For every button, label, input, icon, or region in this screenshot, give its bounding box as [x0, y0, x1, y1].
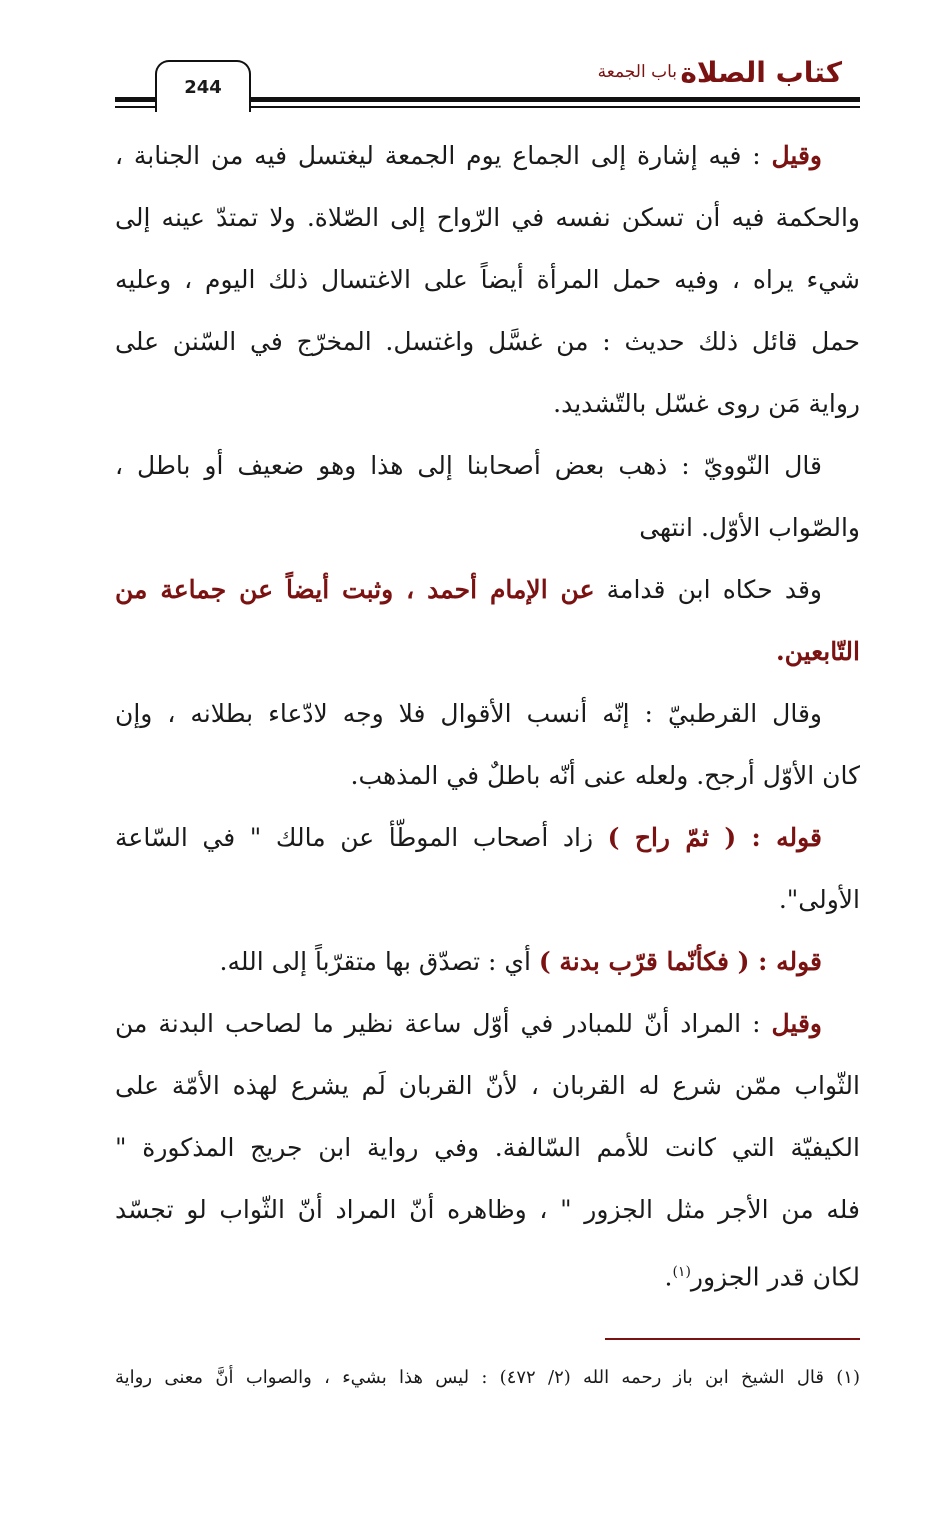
highlighted-line: التّابعين.: [775, 637, 860, 666]
page-header: [0, 0, 945, 120]
text-line: [115, 125, 860, 187]
text-span: : فيه إشارة إلى الجماع يوم الجمعة ليغتسل فيه من الجنابة ،: [115, 141, 772, 170]
text-span: لكان قدر الجزور: [690, 1262, 860, 1292]
body-text: [115, 125, 860, 1303]
text-line: كان الأوّل أرجح. ولعله عنى أنّه باطلٌ في المذهب.: [350, 761, 860, 790]
text-span: زاد أصحاب الموطّأ عن مالك " في السّاعة: [115, 823, 608, 852]
quote-heading: قوله : ( ثمّ راح ): [607, 823, 822, 852]
text-span: وقد حكاه ابن قدامة: [594, 575, 822, 604]
text-span: : المراد أنّ للمبادر في أوّل ساعة نظير ما لصاحب البدنة من: [115, 1009, 772, 1038]
keyword: وقيل: [771, 1009, 822, 1038]
text-line: [115, 993, 860, 1055]
text-line: الثّواب ممّن شرع له القربان ، لأنّ القربان لَم يشرع لهذه الأمّة على: [115, 1071, 860, 1100]
text-line: الكيفيّة التي كانت للأمم السّالفة. وفي رواية ابن جريج المذكورة ": [115, 1133, 860, 1162]
keyword: وقيل: [771, 141, 822, 170]
chapter-title: باب الجمعة: [597, 62, 677, 82]
text-line: [115, 1241, 860, 1303]
footnote: (١) قال الشيخ ابن باز رحمه الله (٢/ ٤٧٢) : ليس هذا بشيء ، والصواب أنَّ معنى رواية: [115, 1367, 860, 1388]
page-number: 244: [155, 60, 251, 112]
text-line: قال النّوويّ : ذهب بعض أصحابنا إلى هذا وهو ضعيف أو باطل ،: [115, 451, 822, 480]
text-line: الأولى".: [778, 885, 860, 914]
text-line: فله من الأجر مثل الجزور " ، وظاهره أنّ المراد أنّ الثّواب لو تجسّد: [115, 1195, 860, 1224]
text-line: رواية مَن روى غسّل بالتّشديد.: [553, 389, 860, 418]
text-line: وقال القرطبيّ : إنّه أنسب الأقوال فلا وجه لادّعاء بطلانه ، وإن: [115, 699, 822, 728]
text-line: حمل قائل ذلك حديث : من غسَّل واغتسل. المخرّج في السّنن على: [115, 327, 860, 356]
highlighted-text: عن الإمام أحمد ، وثبت أيضاً عن جماعة من: [115, 575, 595, 604]
text-line: والحكمة فيه أن تسكن نفسه في الرّواح إلى الصّلاة. ولا تمتدّ عينه إلى: [115, 203, 860, 232]
text-line: والصّواب الأوّل. انتهى: [639, 513, 860, 542]
text-span: .: [664, 1262, 673, 1292]
book-title: كتاب الصلاة: [680, 56, 842, 89]
text-line: [115, 931, 860, 993]
footnote-ref[interactable]: (١): [672, 1264, 691, 1280]
text-line: [115, 559, 860, 621]
text-line: [115, 807, 860, 869]
text-span: أي : تصدّق بها متقرّباً إلى الله.: [219, 947, 539, 976]
text-line: شيء يراه ، وفيه حمل المرأة أيضاً على الاغتسال ذلك اليوم ، وعليه: [115, 265, 860, 294]
footnote-separator: [605, 1338, 860, 1340]
quote-heading: قوله : ( فكأنّما قرّب بدنة ): [538, 947, 822, 976]
